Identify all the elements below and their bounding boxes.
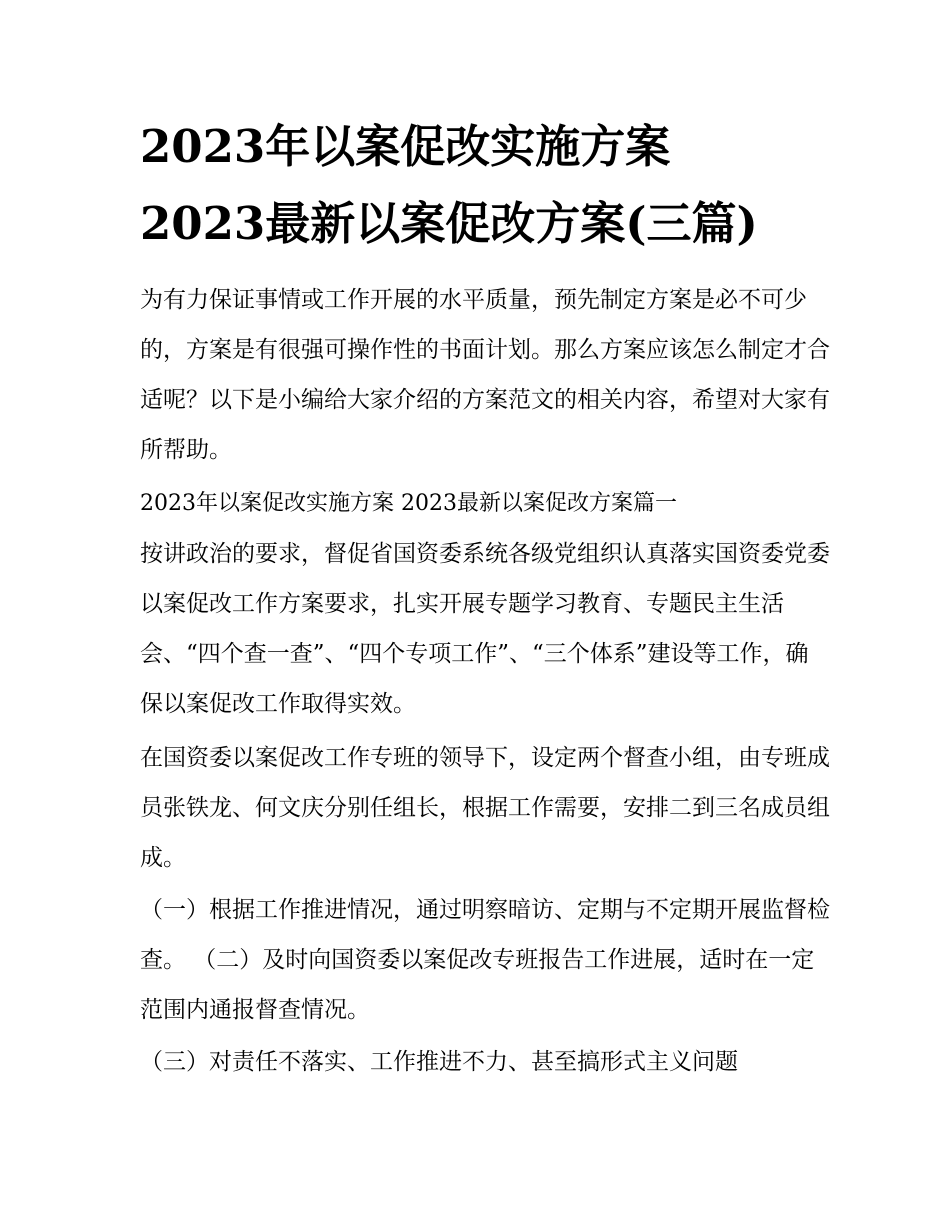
body-paragraph: 在国资委以案促改工作专班的领导下，设定两个督查小组，由专班成员张铁龙、何文庆分别任组长，根据工作需要，安排二到三名成员组成。	[140, 745, 830, 871]
body-paragraph: 按讲政治的要求，督促省国资委系统各级党组织认真落实国资委党委以案促改工作方案要求，扎实开展专题学习教育、专题民主生活会、“四个查一查”、“四个专项工作”、“三个体系”建设等工作，确保以案促改工作取得实效。	[140, 541, 830, 717]
document-title-line-1: 2023年以案促改实施方案	[140, 120, 671, 173]
body-paragraph: （三）对责任不落实、工作推进不力、甚至搞形式主义问题	[140, 1049, 738, 1075]
intro-paragraph: 为有力保证事情或工作开展的水平质量，预先制定方案是必不可少的，方案是有很强可操作性的书面计划。那么方案应该怎么制定才合适呢？以下是小编给大家介绍的方案范文的相关内容，希望对大家有所帮助。	[140, 287, 830, 463]
body-paragraph: （一）根据工作推进情况，通过明察暗访、定期与不定期开展监督检查。 （二）及时向国资委以案促改专班报告工作进展，适时在一定范围内通报督查情况。	[140, 897, 830, 1023]
document-title-line-2: 2023最新以案促改方案(三篇)	[140, 197, 758, 250]
section-heading: 2023年以案促改实施方案 2023最新以案促改方案篇一	[140, 491, 677, 516]
